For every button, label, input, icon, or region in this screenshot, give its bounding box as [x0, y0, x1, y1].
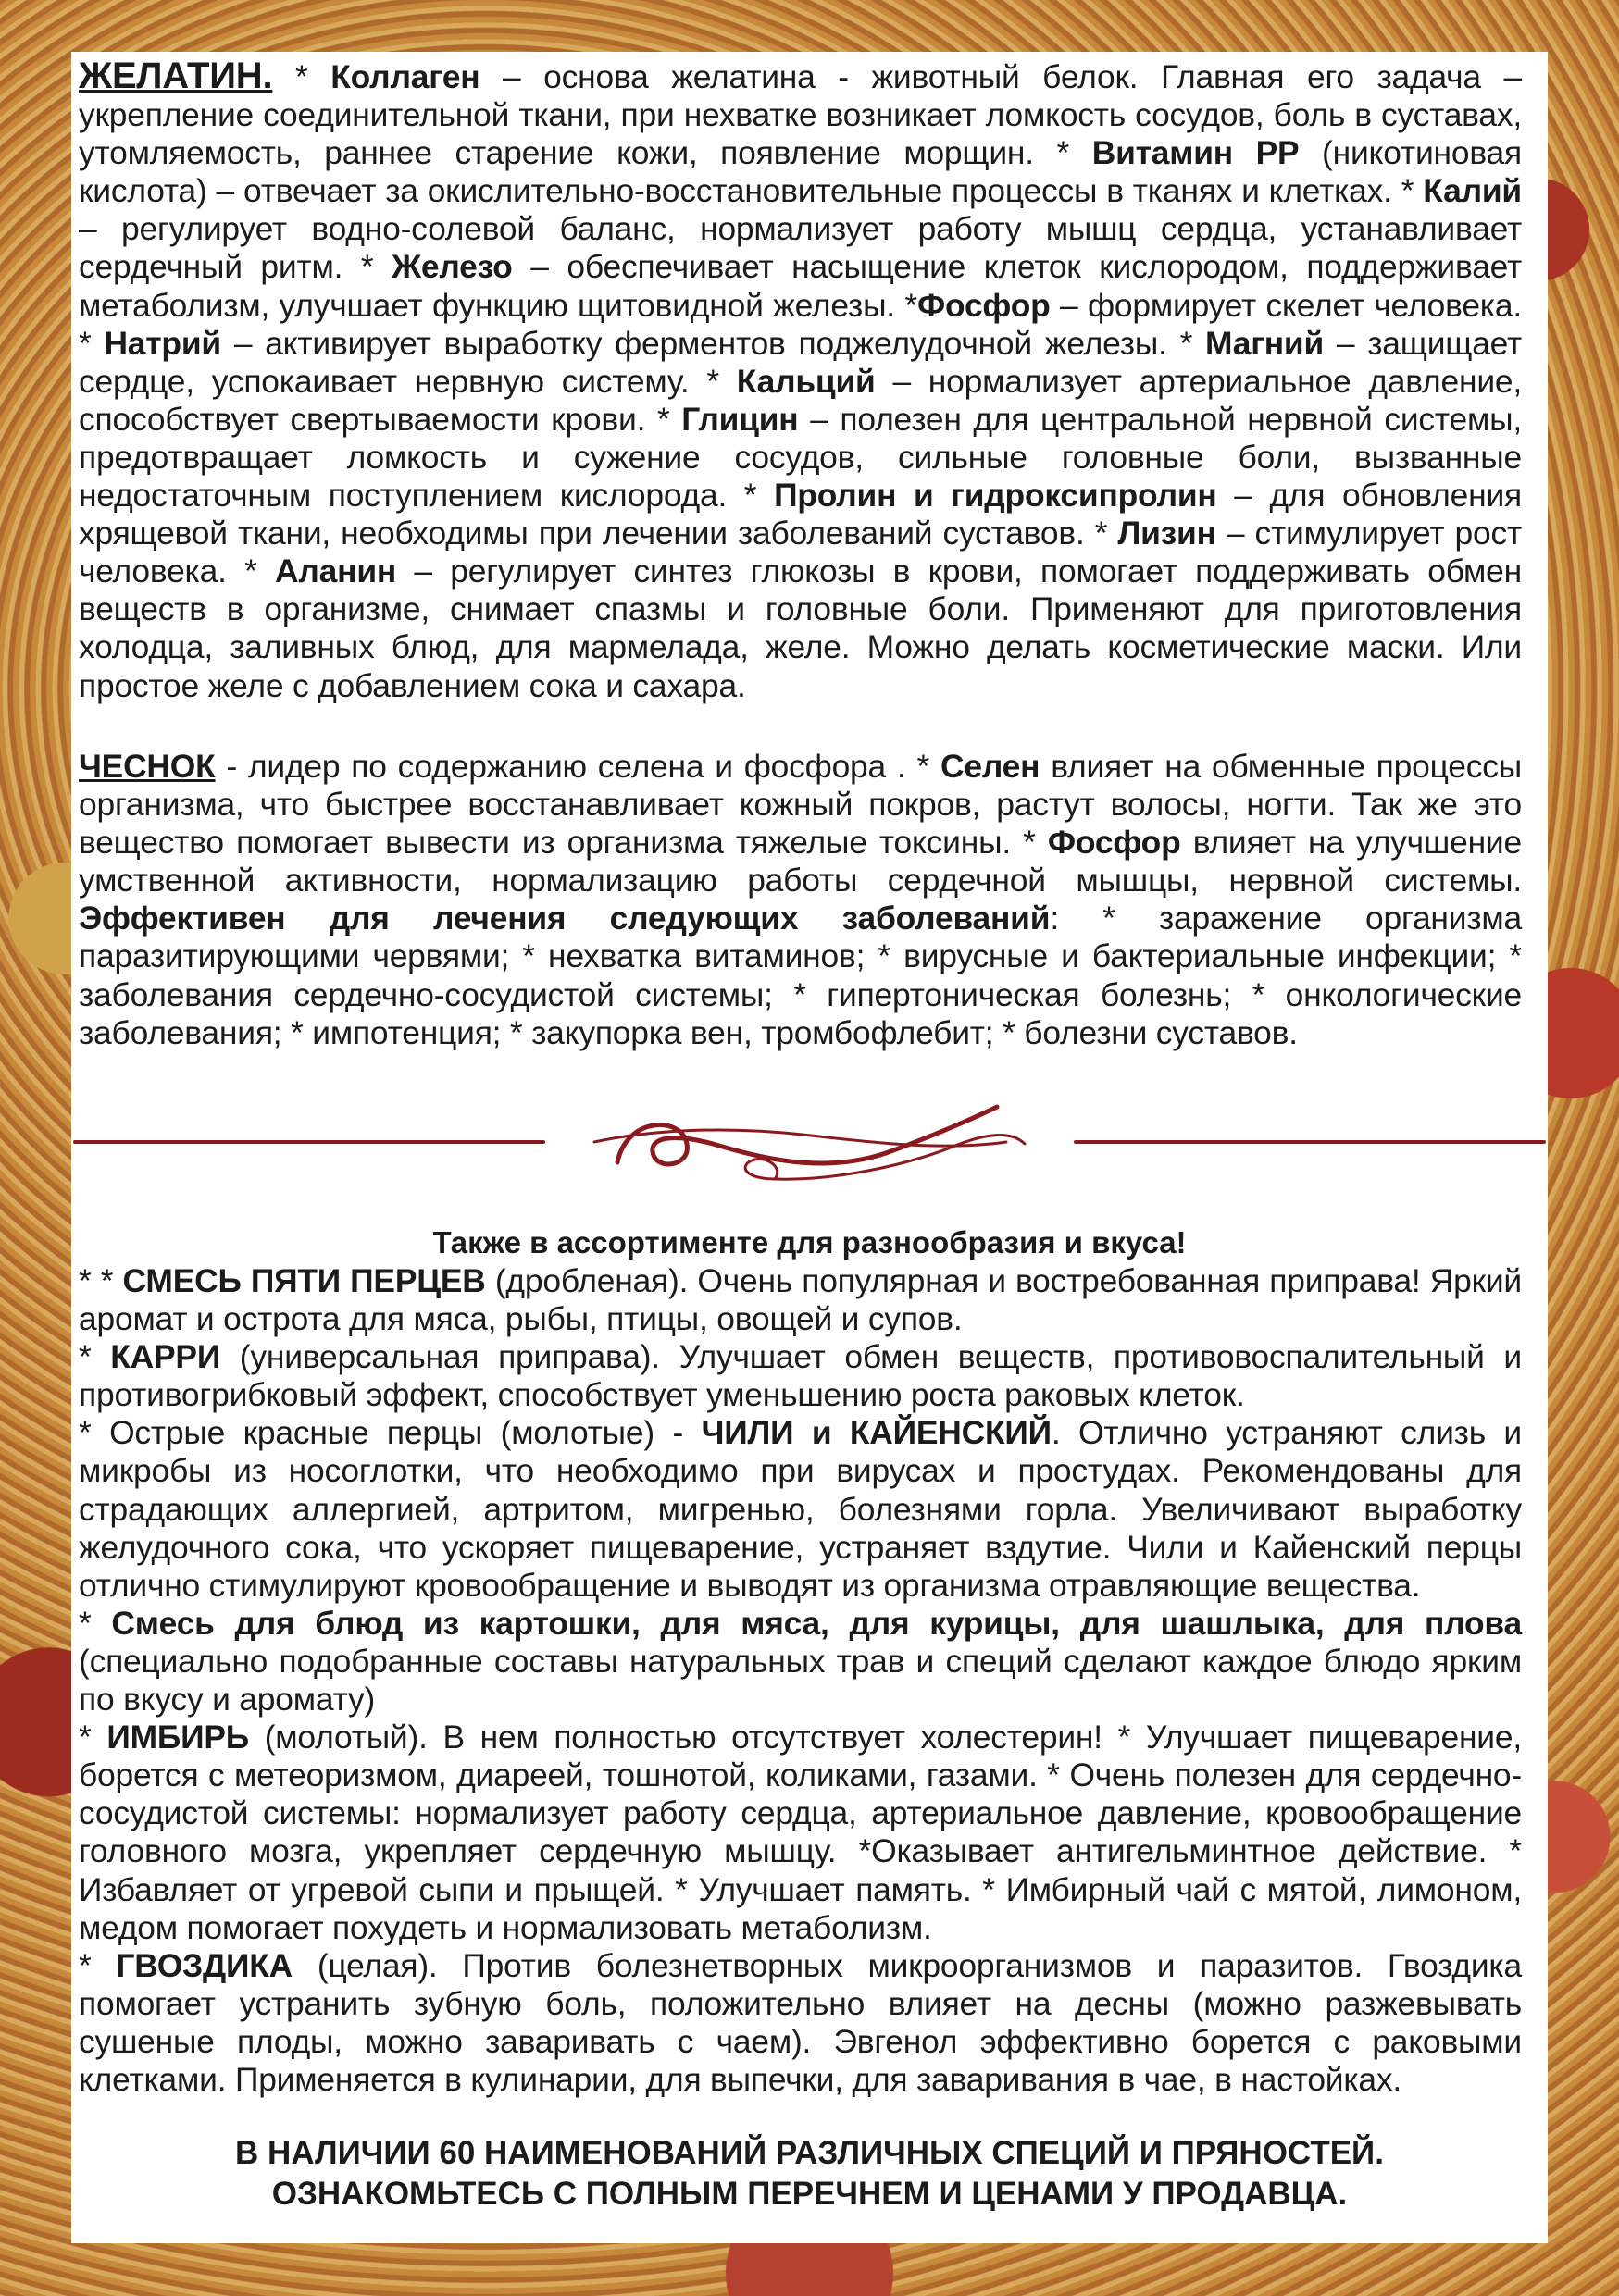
text-run: – основа желатина - животный белок. Главная его задача – укрепление соединительной ткани, при нехватке возникает ломкость сосудов, боль в суставах, утомляемость, раннее старение кожи, появление морщин. *	[79, 58, 1522, 172]
bold-term: Магний	[1205, 324, 1325, 362]
gelatin-section	[79, 57, 1522, 705]
text-run: - лидер по содержанию селена и фосфора . *	[215, 748, 940, 785]
text-run: – полезен для центральной нервной системы, предотвращает ломкость и сужение сосудов, сильные головные боли, вызванные недостаточным поступлением кислорода. *	[79, 400, 1522, 515]
footer-line-2: ОЗНАКОМЬТЕСЬ С ПОЛНЫМ ПЕРЕЧНЕМ И ЦЕНАМИ У ПРОДАВЦА.	[271, 2176, 1348, 2212]
bold-term: Смесь для блюд из картошки, для мяса, для курицы, для шашлыка, для плова	[111, 1604, 1522, 1642]
text-run: влияет на обменные процессы организма, что быстрее восстанавливает кожный покров, растут волосы, ногти. Так же это вещество помогает вывести из организма тяжелые токсины. *	[79, 748, 1522, 862]
text-run: (дробленая). Очень популярная и востребованная приправа! Яркий аромат и острота для мяса, рыбы, птицы, овощей и супов.	[79, 1262, 1522, 1338]
list-item-clove	[79, 1947, 1522, 2099]
bold-term: Калий	[1423, 172, 1522, 210]
text-run: – для обновления хрящевой ткани, необходимы при лечении заболеваний суставов. *	[79, 477, 1522, 552]
bold-term: Эффективен для лечения следующих заболеваний	[79, 900, 1051, 937]
list-item-five-peppers	[79, 1262, 1522, 1338]
assortment-title: Также в ассортименте для разнообразия и вкуса!	[432, 1225, 1187, 1260]
text-run: (специально подобранные составы натуральных трав и специй сделают каждое блюдо ярким по вкусу и аромату)	[79, 1642, 1522, 1719]
list-item-curry	[79, 1338, 1522, 1414]
text-run: (универсальная приправа). Улучшает обмен веществ, противовоспалительный и противогрибковый эффект, способствует уменьшению роста раковых клеток.	[79, 1338, 1522, 1414]
text-run: влияет на улучшение умственной активности, нормализацию работы сердечной мышцы, нервной системы.	[79, 824, 1522, 900]
garlic-section	[79, 748, 1522, 1052]
text-run: * Острые красные перцы (молотые) -	[79, 1414, 702, 1452]
text-run: (целая). Против болезнетворных микроорганизмов и паразитов. Гвоздика помогает устранить зубную боль, положительно влияет на десны (можно разжевывать сушеные плоды, можно заваривать с чаем). Эвгенол эффективно борется с раковыми клетками. Применяется в кулинарии, для выпечки, для заваривания в чае, в настойках.	[79, 1946, 1522, 2098]
bold-term: ЧИЛИ и КАЙЕНСКИЙ	[701, 1414, 1052, 1452]
list-item-chili-cayenne	[79, 1414, 1522, 1604]
content-panel	[71, 52, 1548, 2243]
bold-term: Аланин	[275, 552, 397, 590]
bold-term: ИМБИРЬ	[106, 1719, 249, 1756]
list-item-ginger	[79, 1719, 1522, 1947]
footer-notice	[71, 2133, 1548, 2215]
text-run: *	[79, 1338, 111, 1376]
text-run: – нормализует артериальное давление, способствует свертываемости крови. *	[79, 362, 1523, 438]
text-run: – регулирует синтез глюкозы в крови, помогает поддерживать обмен веществ в организме, снимает спазмы и головные боли. Применяют для приготовления холодца, заливных блюд, для мармелада, желе. Можно делать косметические маски. Или простое желе с добавлением сока и сахара.	[79, 552, 1522, 704]
bold-term: Натрий	[104, 324, 221, 362]
bold-term: Лизин	[1117, 515, 1216, 552]
text-run: – защищает сердце, успокаивает нервную систему. *	[79, 324, 1522, 400]
text-run: : * заражение организма паразитирующими червями; * нехватка витаминов; * вирусные и бактериальные инфекции; * заболевания сердечно-сосудистой системы; * гипертоническая болезнь; * онкологические заболевания; * импотенция; * закупорка вен, тромбофлебит; * болезни суставов.	[79, 900, 1522, 1051]
garlic-heading: ЧЕСНОК	[79, 748, 216, 785]
text-run: * *	[79, 1262, 123, 1299]
bold-term: Кальций	[736, 362, 876, 400]
bold-term: Витамин РР	[1091, 134, 1300, 172]
bold-term: Фосфор	[916, 286, 1051, 324]
gelatin-heading: ЖЕЛАТИН.	[79, 56, 273, 96]
text-run: *	[79, 1946, 117, 1984]
text-run: – регулирует водно-солевой баланс, нормализует работу мышц сердца, устанавливает сердечный ритм. *	[79, 210, 1522, 286]
bold-term: Глицин	[681, 400, 799, 438]
list-item-mixes	[79, 1605, 1522, 1719]
text-run: – активирует выработку ферментов поджелудочной железы. *	[220, 324, 1206, 362]
bold-term: СМЕСЬ ПЯТИ ПЕРЦЕВ	[122, 1262, 486, 1299]
garlic-body	[79, 748, 1522, 1051]
text-run: *	[79, 1604, 112, 1642]
text-run: (никотиновая кислота) – отвечает за окислительно-восстановительные процессы в тканях и клетках. *	[79, 134, 1522, 210]
text-run: (молотый). В нем полностью отсутствует холестерин! * Улучшает пищеварение, борется с метеоризмом, диареей, тошнотой, коликами, газами. * Очень полезен для сердечно-сосудистой системы: нормализует работу сердца, артериальное давление, кровообращение головного мозга, укрепляет сердечную мышцу. *Оказывает антигельминтное действие. * Избавляет от угревой сыпи и прыщей. * Улучшает память. * Имбирный чай с мятой, лимоном, медом помогает похудеть и нормализовать метаболизм.	[79, 1719, 1522, 1946]
bold-term: ГВОЗДИКА	[116, 1946, 293, 1984]
text-run: – обеспечивает насыщение клеток кислородом, поддерживает метаболизм, улучшает функцию щитовидной железы. *	[79, 248, 1522, 324]
assortment-list	[79, 1262, 1522, 2099]
bold-term: Фосфор	[1047, 824, 1181, 862]
bold-term: КАРРИ	[110, 1338, 221, 1376]
divider-ornament-icon	[71, 1079, 1548, 1199]
gelatin-body	[79, 58, 1522, 704]
text-run: *	[79, 1719, 107, 1756]
bold-term: Коллаген	[330, 58, 480, 95]
text-run: – стимулирует рост человека. *	[79, 515, 1522, 590]
text-run: . Отлично устраняют слизь и микробы из носоглотки, что необходимо при вирусах и простудах. Рекомендованы для страдающих аллергией, артритом, мигренью, болезнями горла. Увеличивают выработку желудочного сока, что ускоряет пищеварение, устраняет вздутие. Чили и Кайенский перцы отлично стимулируют кровообращение и выводят из организма отравляющие вещества.	[79, 1414, 1523, 1604]
bold-term: Селен	[940, 748, 1040, 785]
text-run: *	[272, 58, 331, 95]
footer-line-1: В НАЛИЧИИ 60 НАИМЕНОВАНИЙ РАЗЛИЧНЫХ СПЕЦИЙ И ПРЯНОСТЕЙ.	[235, 2135, 1384, 2171]
bold-term: Железо	[392, 248, 513, 286]
bold-term: Пролин и гидроксипролин	[774, 477, 1217, 515]
text-run: – формирует скелет человека. *	[79, 286, 1522, 362]
